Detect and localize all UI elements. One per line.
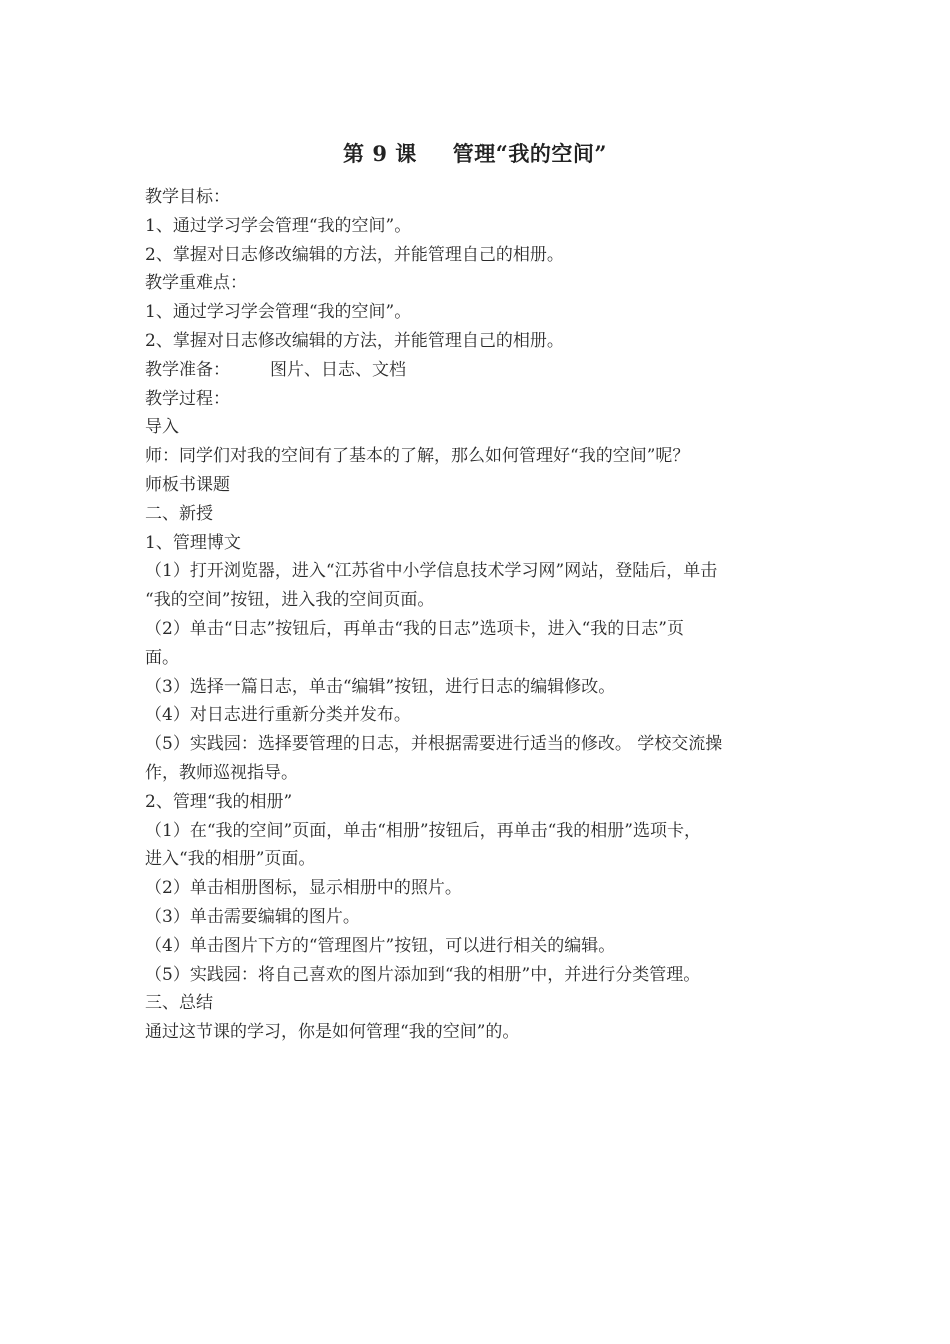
subheading-summary: 三、总结 — [145, 993, 213, 1014]
key-point-item: 1、通过学习学会管理“我的空间”。 — [145, 302, 412, 323]
step-item: （1）打开浏览器，进入“江苏省中小学信息技术学习网”网站，登陆后，单击 — [145, 561, 718, 582]
preparation-materials: 图片、日志、文档 — [270, 359, 406, 380]
section-heading-objectives: 教学目标： — [145, 187, 230, 207]
step-item: （5）实践园：选择要管理的日志，并根据需要进行适当的修改。 学校交流操 — [145, 734, 723, 755]
step-item-continued: 面。 — [145, 647, 179, 668]
step-item: （2）单击相册图标，显示相册中的照片。 — [145, 878, 462, 899]
paragraph-line: 师板书课题 — [145, 474, 230, 495]
step-item: （5）实践园：将自己喜欢的图片添加到“我的相册”中，并进行分类管理。 — [145, 964, 701, 985]
key-point-item: 2、掌握对日志修改编辑的方法，并能管理自己的相册。 — [145, 330, 564, 351]
step-item: （3）选择一篇日志，单击“编辑”按钮，进行日志的编辑修改。 — [145, 676, 616, 697]
section-heading-key-points: 教学重难点： — [145, 273, 247, 294]
subheading-manage-posts: 1、管理博文 — [145, 532, 241, 553]
step-item: （3）单击需要编辑的图片。 — [145, 906, 360, 927]
section-heading-preparation: 教学准备： — [145, 359, 230, 380]
subheading-manage-album: 2、管理“我的相册” — [145, 791, 293, 812]
step-item: （2）单击“日志”按钮后，再单击“我的日志”选项卡，进入“我的日志”页 — [145, 618, 684, 639]
objective-item: 2、掌握对日志修改编辑的方法，并能管理自己的相册。 — [145, 244, 564, 265]
subheading-new-lesson: 二、新授 — [145, 503, 213, 524]
step-item: （4）单击图片下方的“管理图片”按钮，可以进行相关的编辑。 — [145, 935, 616, 956]
document-body — [145, 183, 825, 1047]
lesson-number: 第 9 课 — [343, 141, 417, 166]
step-item-continued: “我的空间”按钮，进入我的空间页面。 — [145, 590, 435, 611]
step-item: （1）在“我的空间”页面，单击“相册”按钮后，再单击“我的相册”选项卡， — [145, 820, 701, 841]
paragraph-line: 师：同学们对我的空间有了基本的了解，那么如何管理好“我的空间”呢？ — [145, 446, 690, 467]
subheading-intro: 导入 — [145, 417, 179, 438]
preparation-line — [145, 356, 825, 385]
section-heading-process: 教学过程： — [145, 388, 230, 409]
objective-item: 1、通过学习学会管理“我的空间”。 — [145, 215, 412, 236]
lesson-title: 管理“我的空间” — [452, 141, 607, 166]
step-item: （4）对日志进行重新分类并发布。 — [145, 705, 411, 726]
page-title — [0, 138, 950, 168]
step-item-continued: 作，教师巡视指导。 — [145, 762, 298, 783]
step-item-continued: 进入“我的相册”页面。 — [145, 849, 316, 870]
paragraph-line: 通过这节课的学习，你是如何管理“我的空间”的。 — [145, 1022, 520, 1043]
